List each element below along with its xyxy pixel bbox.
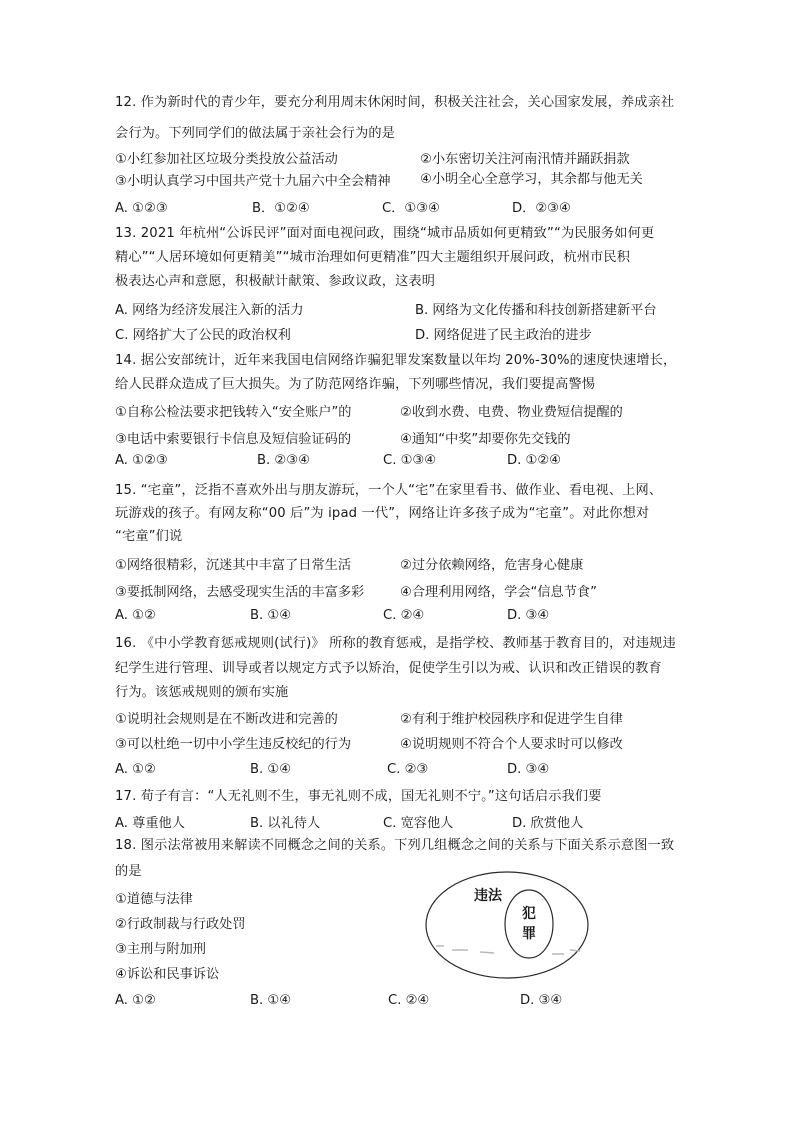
- q13-stem-line-2: 精心”“人居环境如何更精美”“城市治理如何更精准”四大主题组织开展问政，杭州市民积: [115, 250, 631, 265]
- inner-label-1: 犯: [522, 906, 536, 922]
- q18-item-1: ①道德与法律: [115, 892, 193, 907]
- q12-choice-b: B．①②④: [252, 201, 310, 216]
- q14-item-2: ②收到水费、电费、物业费短信提醒的: [400, 405, 623, 420]
- q16-choice-b: B. ①④: [250, 762, 292, 777]
- q18-item-2: ②行政制裁与行政处罚: [115, 917, 246, 932]
- q15-stem-line-3: “宅童”们说: [115, 529, 183, 544]
- q16-stem-line-2: 纪学生进行管理、训导或者以规定方式予以矫治，促使学生引以为戒、认识和改正错误的教育: [115, 661, 662, 676]
- q14-item-4: ④通知“中奖”却要你先交钱的: [400, 432, 571, 447]
- q14-item-3: ③电话中索要银行卡信息及短信验证码的: [115, 432, 352, 447]
- q13-choice-a: A. 网络为经济发展注入新的活力: [115, 303, 304, 318]
- outer-label: 违法: [474, 888, 502, 904]
- q18-choice-b: B. ①④: [250, 993, 292, 1008]
- q17-stem-line-1: 17. 荀子有言：“人无礼则不生，事无礼则不成，国无礼则不宁。”这句话启示我们要: [115, 789, 602, 804]
- q16-choice-a: A. ①②: [115, 762, 156, 777]
- q13-choice-d: D. 网络促进了民主政治的进步: [415, 328, 592, 343]
- q15-choice-c: C. ②④: [383, 608, 425, 623]
- q16-stem-line-1: 16. 《中小学教育惩戒规则(试行)》 所称的教育惩戒，是指学校、教师基于教育目的，对违规违: [115, 636, 676, 651]
- q16-choice-d: D. ③④: [507, 762, 550, 777]
- q15-item-2: ②过分依赖网络，危害身心健康: [400, 558, 584, 573]
- inner-ellipse-crime: [505, 890, 553, 958]
- q12-choice-c: C．①③④: [382, 201, 440, 216]
- faint-scan-marks: [436, 946, 580, 954]
- q12-choice-a: A. ①②③: [115, 201, 168, 216]
- q12-item-4: ④小明全心全意学习，其余都与他无关: [420, 172, 643, 187]
- q13-choice-b: B. 网络为文化传播和科技创新搭建新平台: [415, 303, 657, 318]
- q15-stem-line-1: 15. “宅童”，泛指不喜欢外出与朋友游玩，一个人“宅”在家里看书、做作业、看电视、上网、: [115, 483, 663, 498]
- q13-stem-line-1: 13. 2021 年杭州“公诉民评”面对面电视问政，围绕“城市品质如何更精致”“为民服务如何更: [115, 226, 655, 241]
- q14-choice-c: C. ①③④: [383, 453, 437, 468]
- q15-choice-d: D. ③④: [507, 608, 550, 623]
- q17-choice-b: B. 以礼待人: [250, 816, 321, 831]
- q15-choice-a: A. ①②: [115, 608, 156, 623]
- q12-item-3: ③小明认真学习中国共产党十九届六中全会精神: [115, 174, 391, 189]
- q18-item-3: ③主刑与附加刑: [115, 942, 206, 957]
- q18-stem-line-1: 18. 图示法常被用来解读不同概念之间的关系。下列几组概念之间的关系与下面关系示意图一致: [115, 838, 675, 853]
- q13-choice-c: C. 网络扩大了公民的政治权利: [115, 328, 291, 343]
- q13-stem-line-3: 极表达心声和意愿，积极献计献策、参政议政，这表明: [115, 274, 436, 289]
- q12-item-1: ①小红参加社区垃圾分类投放公益活动: [115, 152, 338, 167]
- q18-choice-d: D. ③④: [520, 993, 563, 1008]
- q12-choice-d: D．②③④: [512, 201, 571, 216]
- q14-choice-d: D. ①②④: [507, 453, 562, 468]
- q14-choice-a: A. ①②③: [115, 453, 168, 468]
- q15-item-4: ④合理利用网络，学会“信息节食”: [400, 585, 597, 600]
- q16-choice-c: C. ②③: [387, 762, 429, 777]
- outer-ellipse-illegal: [426, 872, 588, 978]
- q16-item-3: ③可以杜绝一切中小学生违反校纪的行为: [115, 737, 352, 752]
- q16-item-1: ①说明社会规则是在不断改进和完善的: [115, 712, 338, 727]
- q18-stem-line-2: 的是: [115, 864, 142, 879]
- venn-diagram: [424, 870, 590, 980]
- q15-item-3: ③要抵制网络，去感受现实生活的丰富多彩: [115, 585, 365, 600]
- q18-choice-c: C. ②④: [388, 993, 430, 1008]
- q14-stem-line-1: 14. 据公安部统计，近年来我国电信网络诈骗犯罪发案数量以年均 20%-30%的速度快速增长，: [115, 353, 677, 368]
- q17-choice-d: D. 欣赏他人: [512, 816, 584, 831]
- q14-stem-line-2: 给人民群众造成了巨大损失。为了防范网络诈骗，下列哪些情况，我们要提高警惕: [115, 377, 596, 392]
- q12-stem-line-2: 会行为。下列同学们的做法属于亲社会行为的是: [115, 126, 396, 141]
- q14-choice-b: B. ②③④: [257, 453, 310, 468]
- q14-item-1: ①自称公检法要求把钱转入“安全账户”的: [115, 405, 352, 420]
- q15-stem-line-2: 玩游戏的孩子。有网友称“00 后”为 ipad 一代”，网络让许多孩子成为“宅童”。对此你想对: [115, 506, 650, 521]
- q16-stem-line-3: 行为。该惩戒规则的颁布实施: [115, 685, 289, 700]
- q12-item-2: ②小东密切关注河南汛情并踊跃捐款: [420, 152, 630, 167]
- q16-item-4: ④说明规则不符合个人要求时可以修改: [400, 737, 623, 752]
- q17-choice-a: A. 尊重他人: [115, 816, 185, 831]
- q12-stem-line-1: 12. 作为新时代的青少年，要充分利用周末休闲时间，积极关注社会，关心国家发展，养成亲社: [115, 95, 675, 110]
- q18-item-4: ④诉讼和民事诉讼: [115, 967, 220, 982]
- q17-choice-c: C. 宽容他人: [383, 816, 454, 831]
- q18-choice-a: A. ①②: [115, 993, 156, 1008]
- q15-item-1: ①网络很精彩，沉迷其中丰富了日常生活: [115, 558, 352, 573]
- inner-label-2: 罪: [522, 926, 536, 942]
- q16-item-2: ②有利于维护校园秩序和促进学生自律: [400, 712, 623, 727]
- q15-choice-b: B. ①④: [250, 608, 292, 623]
